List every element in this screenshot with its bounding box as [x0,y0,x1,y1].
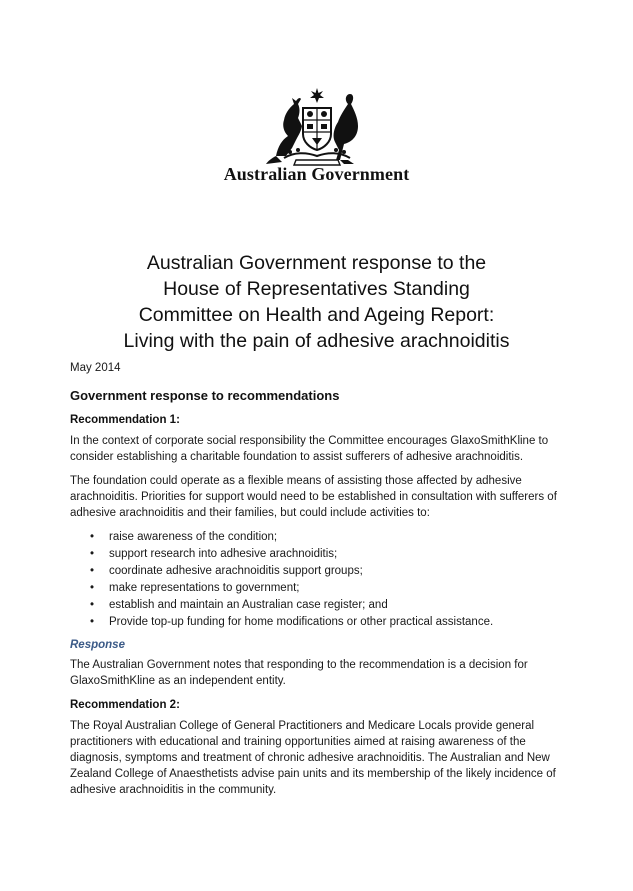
title-line: Australian Government response to the [146,252,487,274]
government-logo-text: Australian Government [223,164,410,184]
response-text: The Australian Government notes that responding to the recommendation is a decision for GlaxoSmithKline as an independent entity. [70,659,528,687]
commonwealth-coat-of-arms-icon [262,86,372,166]
section-heading: Government response to recommendations [70,388,340,403]
list-item [70,563,570,579]
bullet-icon: • [90,565,95,577]
list-item-text: raise awareness of the condition; [109,531,278,543]
bullet-icon: • [90,531,95,543]
recommendation-1-heading: Recommendation 1: [70,414,180,426]
title-line: House of Representatives Standing [163,278,470,300]
title-line: Living with the pain of adhesive arachnoiditis [123,330,510,352]
list-item-text: establish and maintain an Australian case register; and [109,599,388,611]
recommendation-1-paragraph: The foundation could operate as a flexible means of assisting those affected by adhesive arachnoiditis. Priorities for support would need to be established in consultation with sufferers of adhesive arachnoiditis and their families, but could include activities to: [70,475,557,519]
list-item [70,597,570,613]
list-item-text: support research into adhesive arachnoiditis; [109,548,338,560]
bullet-icon: • [90,616,95,628]
publication-date: May 2014 [70,362,121,374]
recommendation-2-heading: Recommendation 2: [70,699,180,711]
list-item-text: coordinate adhesive arachnoiditis support groups; [109,565,363,577]
response-label: Response [70,639,125,651]
document-title [0,250,633,354]
document-body [70,360,570,806]
list-item [70,529,570,545]
list-item-text: make representations to government; [109,582,300,594]
list-item-text: Provide top-up funding for home modifications or other practical assistance. [109,616,494,628]
recommendation-2-paragraph: The Royal Australian College of General Practitioners and Medicare Locals provide general practitioners with educational and training opportunities aimed at raising awareness of the diagnosis, symptoms and treatment of chronic adhesive arachnoiditis. The Australian and New Zealand College of Anaesthetists advise pain units and its membership of the likely incidence of adhesive arachnoiditis in the community. [70,720,556,796]
list-item [70,546,570,562]
recommendation-1-paragraph: In the context of corporate social responsibility the Committee encourages GlaxoSmithKline to consider establishing a charitable foundation to assist sufferers of adhesive arachnoiditis. [70,435,549,463]
bullet-icon: • [90,582,95,594]
title-line: Committee on Health and Ageing Report: [138,304,495,326]
bullet-icon: • [90,548,95,560]
list-item [70,580,570,596]
list-item [70,614,570,630]
recommendation-1-activity-list [70,529,570,630]
bullet-icon: • [90,599,95,611]
